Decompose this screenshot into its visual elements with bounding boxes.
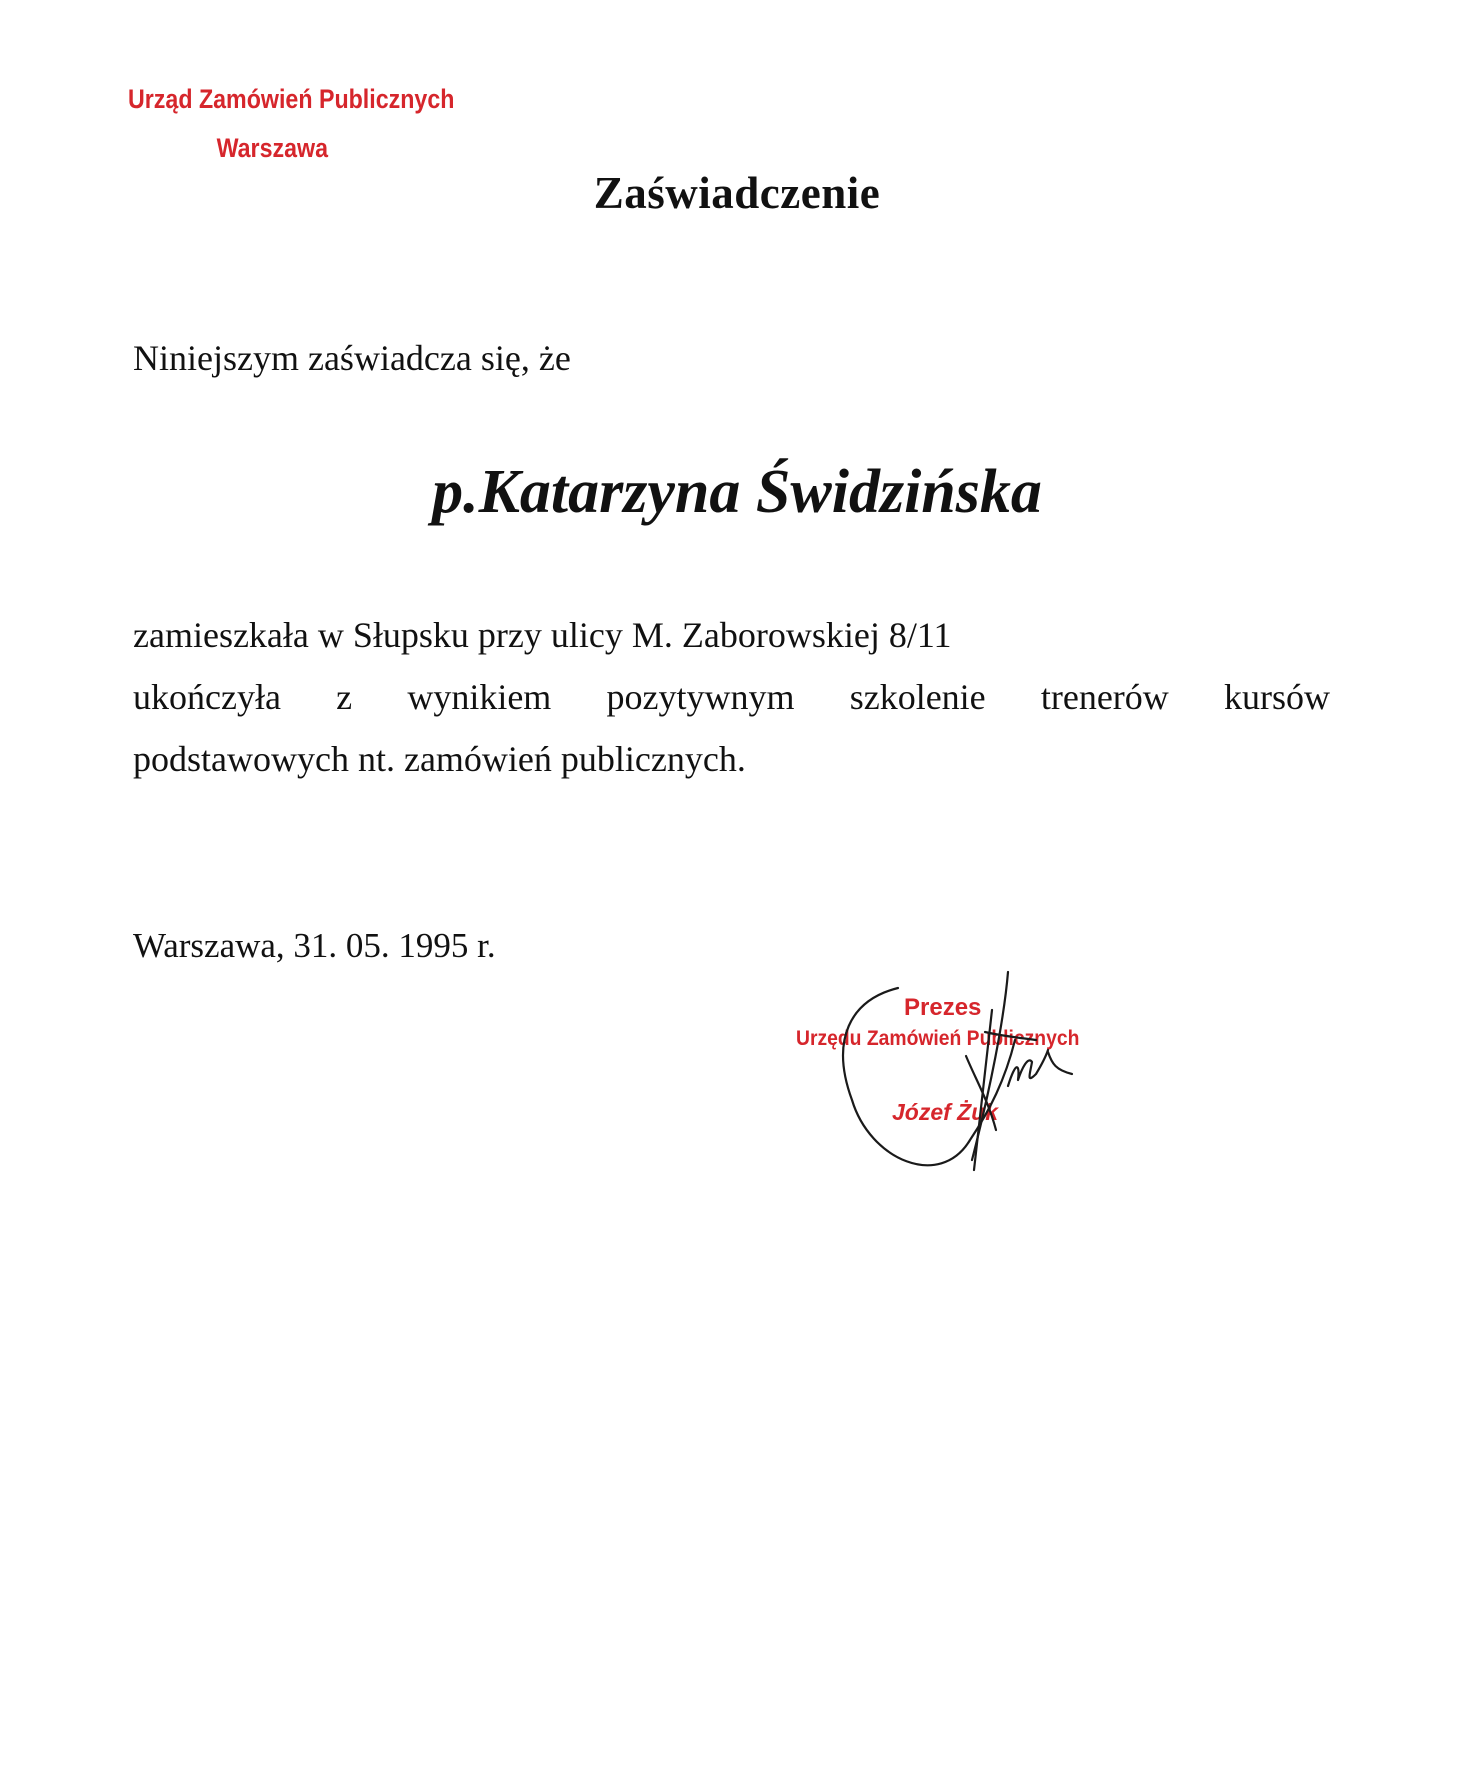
stamp-name: Józef Żuk	[892, 1099, 999, 1125]
signature-stamp	[790, 960, 1130, 1210]
certificate-body	[133, 604, 1330, 790]
body-line-subject: podstawowych nt. zamówień publicznych.	[133, 739, 746, 779]
place-and-date: Warszawa, 31. 05. 1995 r.	[133, 926, 496, 965]
letterhead-stamp	[128, 82, 455, 165]
letterhead-city: Warszawa	[216, 133, 329, 163]
stamp-title: Prezes	[904, 994, 982, 1021]
letterhead-institution: Urząd Zamówień Publicznych	[128, 84, 455, 114]
body-line-completion: ukończyła z wynikiem pozytywnym szkolenie trenerów kursów	[133, 677, 1330, 717]
recipient-name: p.Katarzyna Świdzińska	[432, 458, 1042, 526]
intro-text: Niniejszym zaświadcza się, że	[133, 338, 571, 378]
handwritten-signature-icon	[790, 960, 1130, 1210]
document-title: Zaświadczenie	[593, 168, 881, 218]
body-line-address: zamieszkała w Słupsku przy ulicy M. Zaborowskiej 8/11	[133, 615, 952, 655]
stamp-office: Urzędu Zamówień Publicznych	[796, 1027, 1080, 1050]
